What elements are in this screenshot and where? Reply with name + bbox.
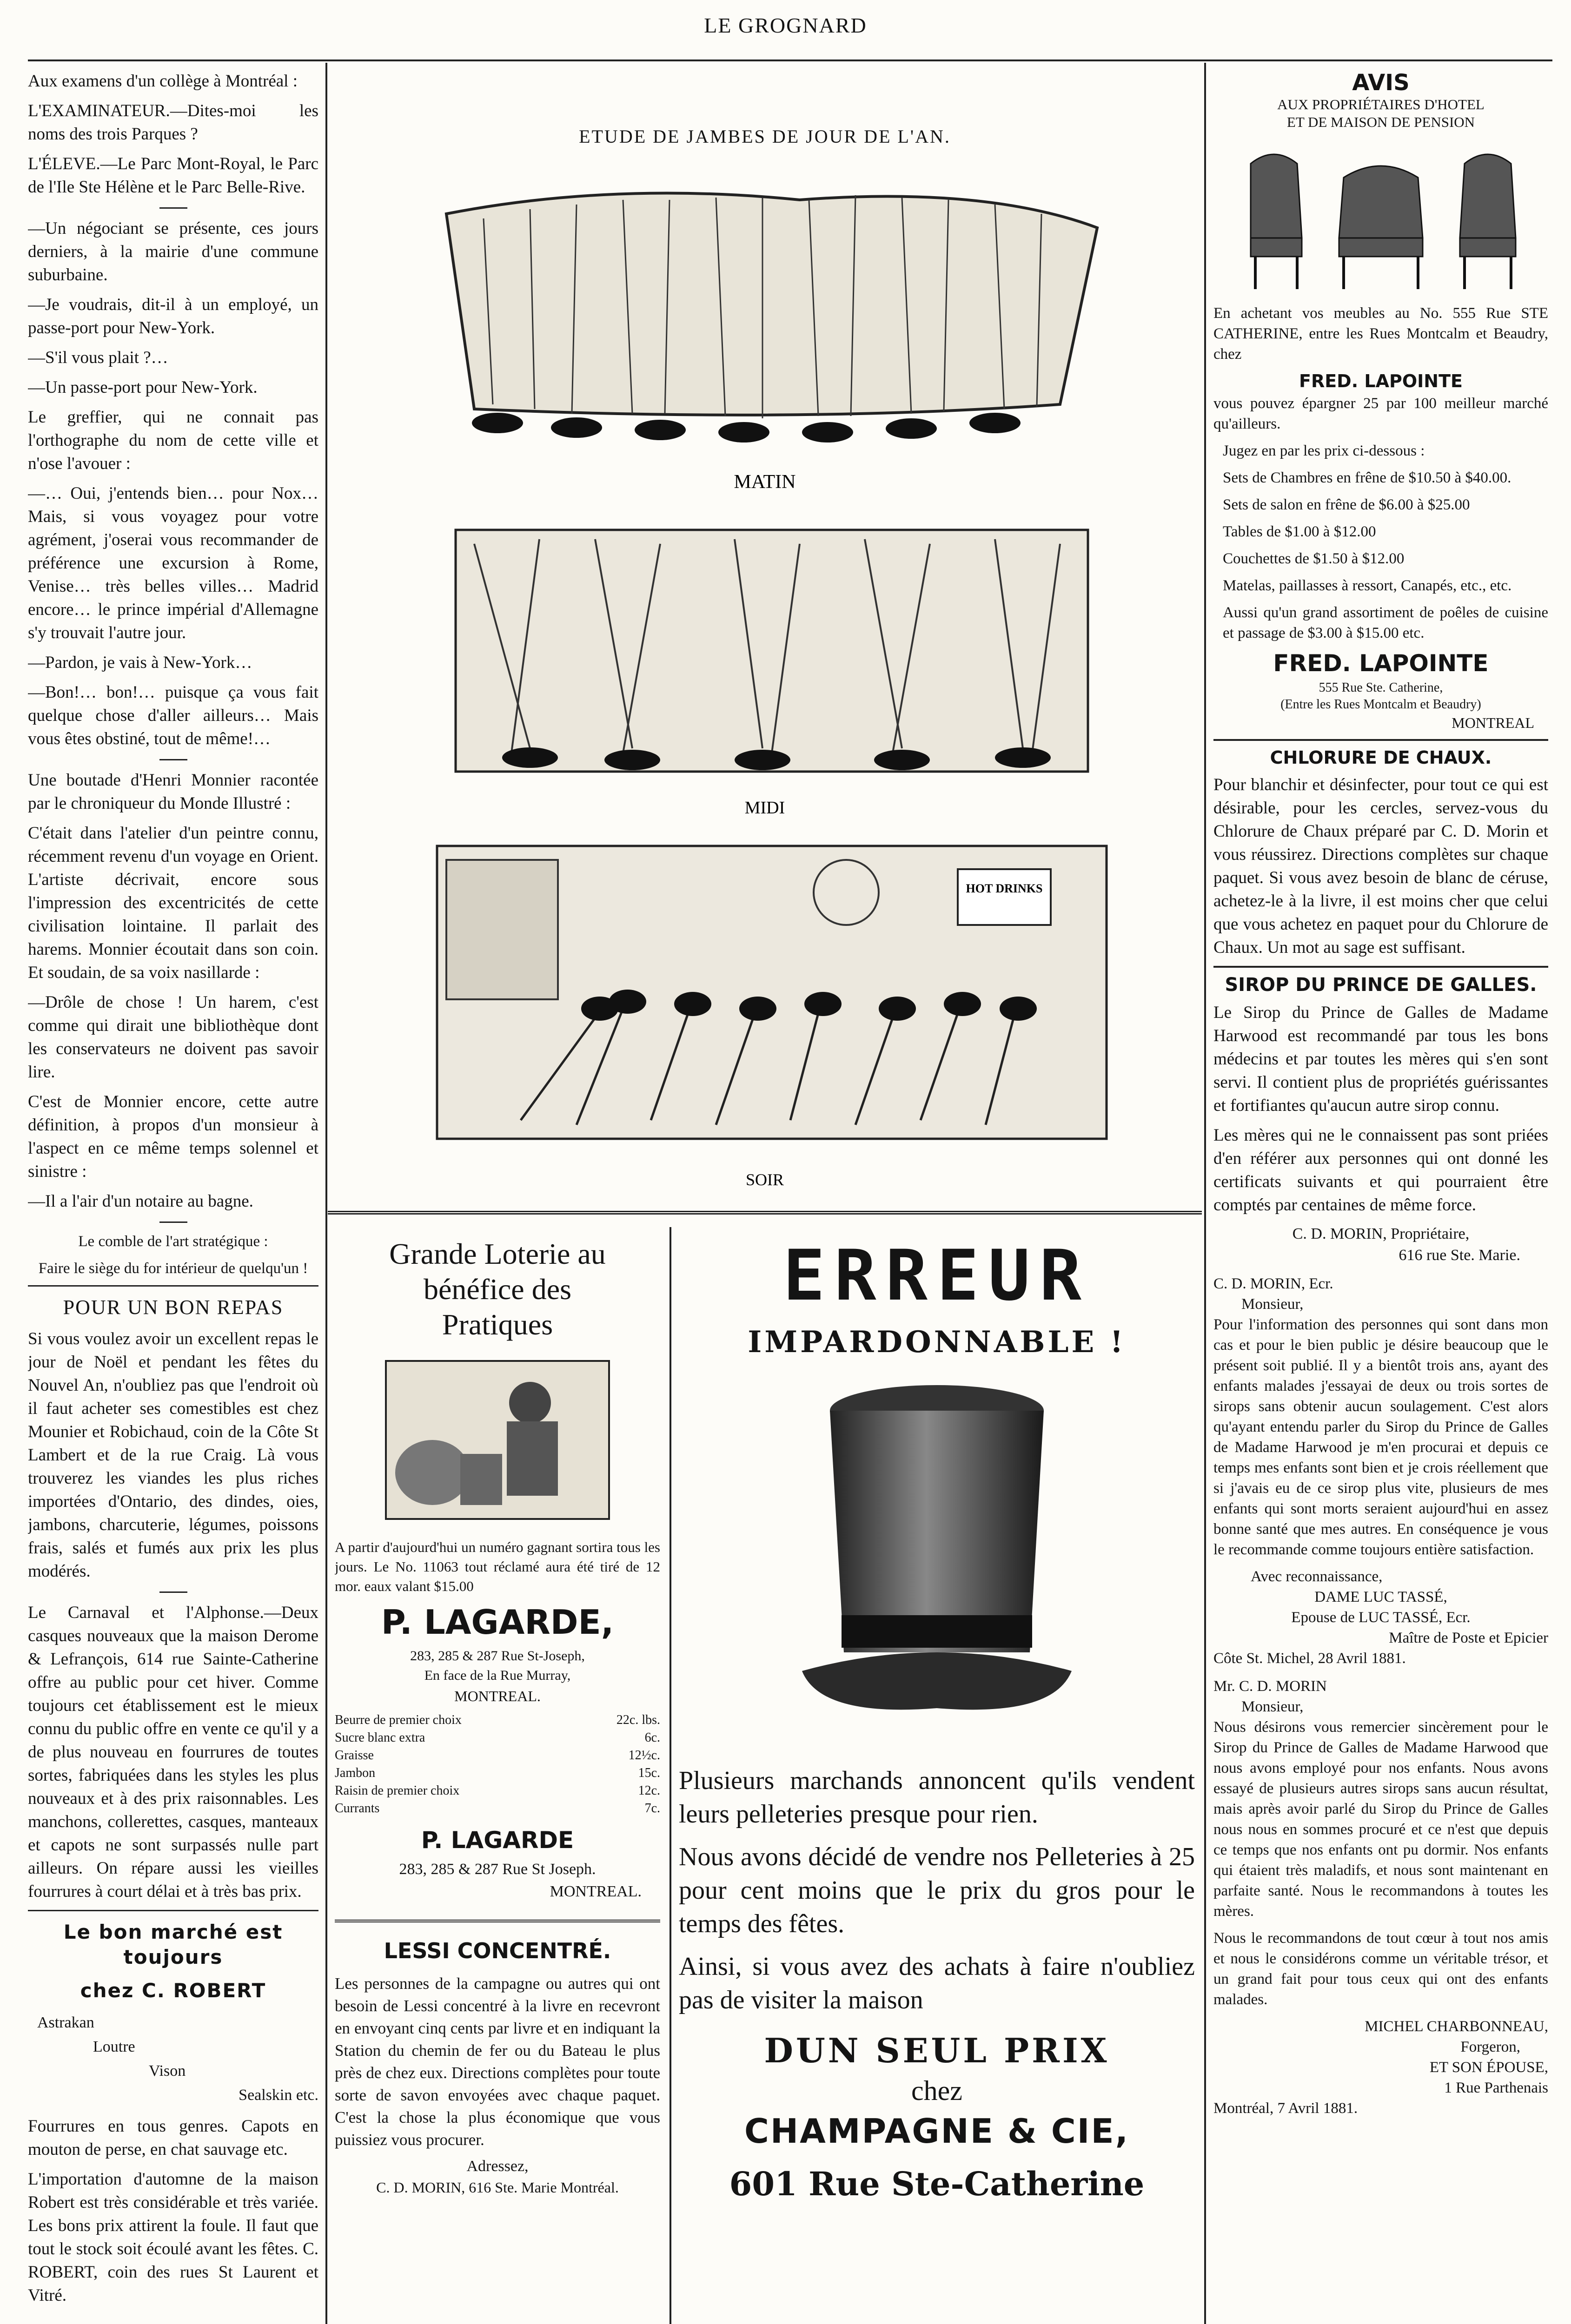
top-hat-icon — [793, 1373, 1081, 1745]
robert-subtitle: chez C. ROBERT — [80, 1979, 266, 2002]
avis-price-item: Tables de $1.00 à $12.00 — [1223, 523, 1376, 540]
illustration-leg-study — [335, 70, 1195, 1204]
furniture-engraving — [1223, 136, 1539, 303]
ad-loterie — [335, 1236, 660, 1915]
section-rule — [335, 1920, 660, 1922]
avis-text-1: En achetant vos meubles au No. 555 Rue STE CATHERINE, entre les Rues Montcalm et Beaudry, chez — [1213, 305, 1548, 363]
letter2-text: Nous désirons vous remercier sincèrement pour le Sirop du Prince de Galles de Madame Harwood que nous avons employé pour nos enfants. Nous avons essayé de plusieurs autres sirops sans aucun résultat, mais après avoir parlé du Sirop du Prince de Galles nous nous en sommes procuré et ce n'est que depuis ce temps que nos enfants ont pu dormir. Nos enfants qui étaient très maladifs, et nous sont maintenant en parfaite santé. Nous le recommandons à toutes les mères. — [1213, 1719, 1548, 1920]
avis-name-2: FRED. LAPOINTE — [1273, 650, 1489, 677]
price-row — [335, 1729, 660, 1747]
separator — [159, 1221, 187, 1223]
comble-text: Faire le siège du for intérieur de quelqu'un ! — [38, 1260, 308, 1277]
section-rule — [1213, 739, 1548, 741]
fur-item: Sealskin etc. — [239, 2086, 318, 2104]
column-divider — [1204, 63, 1206, 2324]
comble-title: Le comble de l'art stratégique : — [78, 1233, 268, 1250]
avis-addr-2: (Entre les Rues Montcalm et Beaudry) — [1280, 697, 1481, 712]
avis-text-3: Jugez en par les prix ci-dessous : — [1223, 442, 1425, 459]
joke-college-intro: Aux examens d'un collège à Montréal : — [28, 72, 298, 91]
price-value: 6c. — [644, 1730, 660, 1745]
price-value: 12c. — [638, 1783, 660, 1798]
loterie-title-3: Pratiques — [442, 1308, 553, 1341]
price-row — [335, 1747, 660, 1764]
joke-passeport-7: —Pardon, je vais à New-York… — [28, 653, 252, 672]
price-list — [335, 1711, 660, 1817]
sirop-text-2: Les mères qui ne le connaissent pas sont priées d'en référer aux personnes qui ont donné les certificats suivants et qui pourraient être comptés par centaines de même force. — [1213, 1126, 1548, 1215]
avis-price-item: Couchettes de $1.50 à $12.00 — [1223, 550, 1405, 567]
loterie-city-2: MONTREAL. — [550, 1883, 642, 1900]
loterie-address-2: En face de la Rue Murray, — [424, 1668, 571, 1683]
erreur-para-1: Plusieurs marchands annoncent qu'ils vendent leurs pelleteries presque pour rien. — [679, 1766, 1195, 1829]
robert-title: Le bon marché est toujours — [63, 1921, 283, 1968]
loterie-engraving — [377, 1352, 618, 1528]
loterie-name: P. LAGARDE, — [381, 1603, 614, 1642]
price-value: 7c. — [644, 1801, 660, 1816]
letter2-sig-2: Forgeron, — [1460, 2039, 1520, 2055]
monnier-story: C'était dans l'atelier d'un peintre connu, récemment revenu d'un voyage en Orient. L'artiste décrivait, encore sous l'impression des excentricités de cette civilisation lointaine. Il parlait des harems. Monnier écoutait dans son coin. Et soudain, de sa voix nasillarde : — [28, 824, 318, 982]
avis-price-list — [1213, 468, 1548, 643]
lessi-title: LESSI CONCENTRÉ. — [384, 1938, 611, 1963]
column-divider — [325, 63, 327, 2324]
sirop-sig-2: 616 rue Ste. Marie. — [1399, 1247, 1520, 1264]
ad-erreur — [679, 1236, 1195, 2324]
column-left — [28, 70, 318, 2324]
repas-text: Si vous voulez avoir un excellent repas le jour de Noël et pendant les fêtes du Nouvel An, n'oubliez pas que l'endroit où il faut acheter ses comestibles est chez Mounier et Robichaud, coin de la Côte St Lambert et de la rue Craig. Là vous trouverez les viandes les plus riches importées d'Ontario, des dindes, oies, jambons, charcuterie, légumes, poissons frais, salés et fumés aux prix les plus modérés. — [28, 1329, 318, 1581]
column-divider — [669, 1227, 671, 2324]
lessi-footer-1: Adressez, — [466, 2158, 529, 2175]
joke-passeport-5: Le greffier, qui ne connait pas l'orthographe du nom de cette ville et n'ose l'avouer : — [28, 408, 318, 473]
separator — [159, 207, 187, 209]
price-item: Jambon — [335, 1766, 376, 1780]
panel-matin — [446, 193, 1097, 442]
loterie-name-2: P. LAGARDE — [421, 1827, 574, 1854]
section-rule — [28, 1910, 318, 1911]
avis-price-item: Sets de Chambres en frêne de $10.50 à $40.00. — [1223, 469, 1511, 486]
letter2-text-2: Nous le recommandons de tout cœur à tout nos amis et nous le considérons comme un véritable trésor, et un grand fait pour tous ceux qui ont des enfants malades. — [1213, 1930, 1548, 2008]
separator — [159, 1591, 187, 1593]
label-soir: SOIR — [745, 1170, 784, 1189]
erreur-subtitle: IMPARDONNABLE ! — [748, 1325, 1126, 1360]
letter1-sig-2: Epouse de LUC TASSÉ, Ecr. — [1291, 1609, 1471, 1626]
avis-price-item: Aussi qu'un grand assortiment de poêles de cuisine et passage de $3.00 à $15.00 etc. — [1223, 604, 1548, 641]
leg-study-drawing — [335, 144, 1195, 1213]
letter2-sig-1: MICHEL CHARBONNEAU, — [1365, 2018, 1548, 2035]
price-value: 15c. — [638, 1766, 660, 1780]
letter1-close: Avec reconnaissance, — [1251, 1568, 1383, 1585]
letter2-sig-4: 1 Rue Parthenais — [1444, 2080, 1548, 2096]
loterie-city: MONTREAL. — [454, 1688, 541, 1704]
price-row — [335, 1782, 660, 1800]
erreur-para-2: Nous avons décidé de vendre nos Pelleteries à 25 pour cent moins que le prix du gros pour le temps des fêtes. — [679, 1842, 1195, 1938]
letter2-date: Montréal, 7 Avril 1881. — [1213, 2100, 1358, 2117]
carnaval-text: Le Carnaval et l'Alphonse.—Deux casques nouveaux que la maison Derome & Lefrançois, 614 rue Sainte-Catherine offre au public pour cet hiver. Comme toujours cet établissement est le mieux connu du public offre en vente ce qu'il y a de plus nouveau en fourrures de toutes sortes, fabriquées dans les styles les plus nouveaux et à des prix raisonnables. Les manchons, collerettes, casques, manteaux et capots ne sont surpassés nulle part ailleurs. On répare aussi les vieilles fourrures à court délai et à très bas prix. — [28, 1603, 318, 1901]
joke-passeport-3: —S'il vous plait ?… — [28, 348, 168, 367]
label-matin: MATIN — [734, 471, 796, 493]
avis-city: MONTREAL — [1452, 714, 1534, 731]
fur-item: Vison — [149, 2062, 186, 2080]
letter2-salut: Monsieur, — [1241, 1698, 1304, 1715]
masthead: LE GROGNARD — [704, 13, 867, 37]
erreur-chez: chez — [911, 2075, 962, 2106]
fur-list — [37, 2011, 318, 2107]
label-midi: MIDI — [744, 798, 785, 818]
erreur-company: CHAMPAGNE & CIE, — [744, 2112, 1129, 2151]
sirop-sig-1: C. D. MORIN, Propriétaire, — [1292, 1225, 1470, 1242]
joke-passeport-6: —… Oui, j'entends bien… pour Nox… Mais, si vous voyagez pour votre agrément, j'oserai vous recommander de préférence une excursion à Rome, Venise… très belles villes… Madrid encore… le prince impérial d'Allemagne s'y trouvait l'autre jour. — [28, 484, 318, 642]
letter2-to: Mr. C. D. MORIN — [1213, 1678, 1327, 1695]
letter1-sig-4: Côte St. Michel, 28 Avril 1881. — [1213, 1650, 1406, 1667]
chaux-title: CHLORURE DE CHAUX. — [1270, 747, 1492, 768]
hot-drinks-sign: HOT DRINKS — [966, 882, 1043, 895]
masthead-rule — [28, 59, 1552, 61]
monnier-def: C'est de Monnier encore, cette autre définition, à propos d'un monsieur à l'aspect en ce même temps solennel et sinistre : — [28, 1092, 318, 1181]
price-item: Graisse — [335, 1748, 374, 1763]
monnier-quote: —Drôle de chose ! Un harem, c'est comme qui dirait une bibliothèque dont les conservateurs ne doivent pas savoir lire. — [28, 993, 318, 1082]
joke-passeport-4: —Un passe-port pour New-York. — [28, 378, 258, 397]
price-item: Raisin de premier choix — [335, 1783, 460, 1798]
loterie-address: 283, 285 & 287 Rue St-Joseph, — [410, 1648, 585, 1664]
sirop-title: SIROP DU PRINCE DE GALLES. — [1225, 974, 1537, 996]
avis-name: FRED. LAPOINTE — [1299, 371, 1463, 391]
letter1-salut: Monsieur, — [1241, 1296, 1304, 1313]
lessi-text: Les personnes de la campagne ou autres qui ont besoin de Lessi concentré à la livre en recevront en envoyant cinq cents par livre et en indiquant la Station du chemin de fer ou du Bateau le plus près de chez eux. Directions complètes pour toute sorte de savon envoyées avec chaque paquet. C'est la chose la plus économique que vous puissiez vous procurer. — [335, 1974, 660, 2149]
monnier-intro: Une boutade d'Henri Monnier racontée par le chroniqueur du Monde Illustré : — [28, 771, 318, 813]
price-item: Currants — [335, 1801, 380, 1816]
joke-passeport-8: —Bon!… bon!… puisque ça vous fait quelque chose d'aller ailleurs… Mais vous êtes obstiné, tout de même!… — [28, 683, 318, 748]
erreur-address: 601 Rue Ste-Catherine — [729, 2165, 1145, 2203]
loterie-title-1: Grande Loterie au — [389, 1237, 606, 1270]
erreur-para-3: Ainsi, si vous avez des achats à faire n'oubliez pas de visiter la maison — [679, 1952, 1195, 2014]
avis-price-item: Matelas, paillasses à ressort, Canapés, etc., etc. — [1223, 577, 1512, 594]
chaux-text: Pour blanchir et désinfecter, pour tout ce qui est désirable, pour les cercles, servez-vous du Chlorure de Chaux préparé par C. D. Morin et vous réussirez. Directions complètes sur chaque paquet. Si vous avez besoin de blanc de céruse, achetez-le à la livre, il est moins cher que celui que vous achetez en paquet pour du Chlorure de Chaux. Un mot au sage est suffisant. — [1213, 775, 1548, 957]
sirop-text-1: Le Sirop du Prince de Galles de Madame Harwood est recommandé par tous les bons médecins et par toutes les mères qui s'en sont servi. Il contient plus de propriétés guérissantes et fortifiantes qu'aucun autre sirop connu. — [1213, 1003, 1548, 1115]
erreur-brand: DUN SEUL PRIX — [764, 2031, 1110, 2070]
panel-midi — [456, 530, 1088, 772]
repas-title: POUR UN BON REPAS — [63, 1296, 284, 1319]
section-rule — [28, 1285, 318, 1287]
letter1-text: Pour l'information des personnes qui sont dans mon cas et pour le bien public je désire beaucoup que le présent soit publié. Il y a bientôt trois ans, ayant des enfants malades j'essayai de deux ou trois sortes de sirops sans obtenir aucun soulagement. C'est alors qu'ayant entendu parler du Sirop du Prince de Galles de Madame Harwood je m'en procurai et depuis ce temps mes enfants sont bien et je crois réellement que si j'avais eu de ce sirop plus vite, plusieurs de mes enfants qui sont morts seraient aujourd'hui en assez bonne santé que mes autres. En conséquence je vous le recommande comme toujours entière satisfaction. — [1213, 1316, 1548, 1558]
monnier-bagne: —Il a l'air d'un notaire au bagne. — [28, 1192, 253, 1211]
loterie-title-2: bénéfice des — [423, 1273, 572, 1306]
letter2-sig-3: ET SON ÉPOUSE, — [1429, 2059, 1548, 2076]
price-item: Sucre blanc extra — [335, 1730, 425, 1745]
joke-college-a: L'ÉLEVE.—Le Parc Mont-Royal, le Parc de l'Ile Ste Hélène et le Parc Belle-Rive. — [28, 154, 318, 197]
illustration-title: ETUDE DE JAMBES DE JOUR DE L'AN. — [579, 126, 951, 147]
avis-text-2: vous pouvez épargner 25 par 100 meilleur marché qu'ailleurs. — [1213, 395, 1548, 432]
avis-price-item: Sets de salon en frêne de $6.00 à $25.00 — [1223, 496, 1470, 513]
separator — [159, 759, 187, 760]
joke-college-q: L'EXAMINATEUR.—Dites-moi les noms des trois Parques ? — [28, 101, 318, 144]
letter1-sig-1: DAME LUC TASSÉ, — [1314, 1589, 1447, 1605]
price-row — [335, 1711, 660, 1729]
letter1-sig-3: Maître de Poste et Epicier — [1389, 1630, 1548, 1646]
avis-addr-1: 555 Rue Ste. Catherine, — [1319, 680, 1443, 695]
joke-passeport-1: —Un négociant se présente, ces jours derniers, à la mairie d'une commune suburbaine. — [28, 219, 318, 284]
price-row — [335, 1800, 660, 1817]
robert-text-1: Fourrures en tous genres. Capots en mouton de perse, en chat sauvage etc. — [28, 2117, 318, 2159]
section-rule — [1213, 966, 1548, 968]
price-value: 22c. lbs. — [616, 1713, 660, 1727]
avis-title: AVIS — [1352, 70, 1410, 96]
avis-sub-2: ET DE MAISON DE PENSION — [1286, 114, 1475, 130]
loterie-address-3: 283, 285 & 287 Rue St Joseph. — [399, 1861, 596, 1878]
fur-item: Astrakan — [37, 2014, 94, 2031]
joke-passeport-2: —Je voudrais, dit-il à un employé, un passe-port pour New-York. — [28, 295, 318, 337]
avis-sub-1: AUX PROPRIÉTAIRES D'HOTEL — [1277, 96, 1485, 112]
lessi-footer-2: C. D. MORIN, 616 Ste. Marie Montréal. — [376, 2179, 619, 2196]
price-item: Beurre de premier choix — [335, 1713, 462, 1727]
fur-item: Loutre — [93, 2038, 135, 2055]
erreur-title: ERREUR — [783, 1236, 1091, 1316]
price-row — [335, 1764, 660, 1782]
letter1-to: C. D. MORIN, Ecr. — [1213, 1275, 1333, 1292]
loterie-text: A partir d'aujourd'hui un numéro gagnant sortira tous les jours. Le No. 11063 tout réclamé aura été tiré de 12 mor. eaux valant $15.00 — [335, 1539, 660, 1594]
ad-lessi — [335, 1934, 660, 2324]
price-value: 12½c. — [628, 1748, 660, 1763]
robert-text-2: L'importation d'automne de la maison Robert est très considérable et très variée. Les bons prix attirent la foule. Il faut que tout le stock soit écoulé avant les fêtes. C. ROBERT, coin des rues St Laurent et Vitré. — [28, 2170, 318, 2305]
column-right — [1213, 70, 1548, 2324]
